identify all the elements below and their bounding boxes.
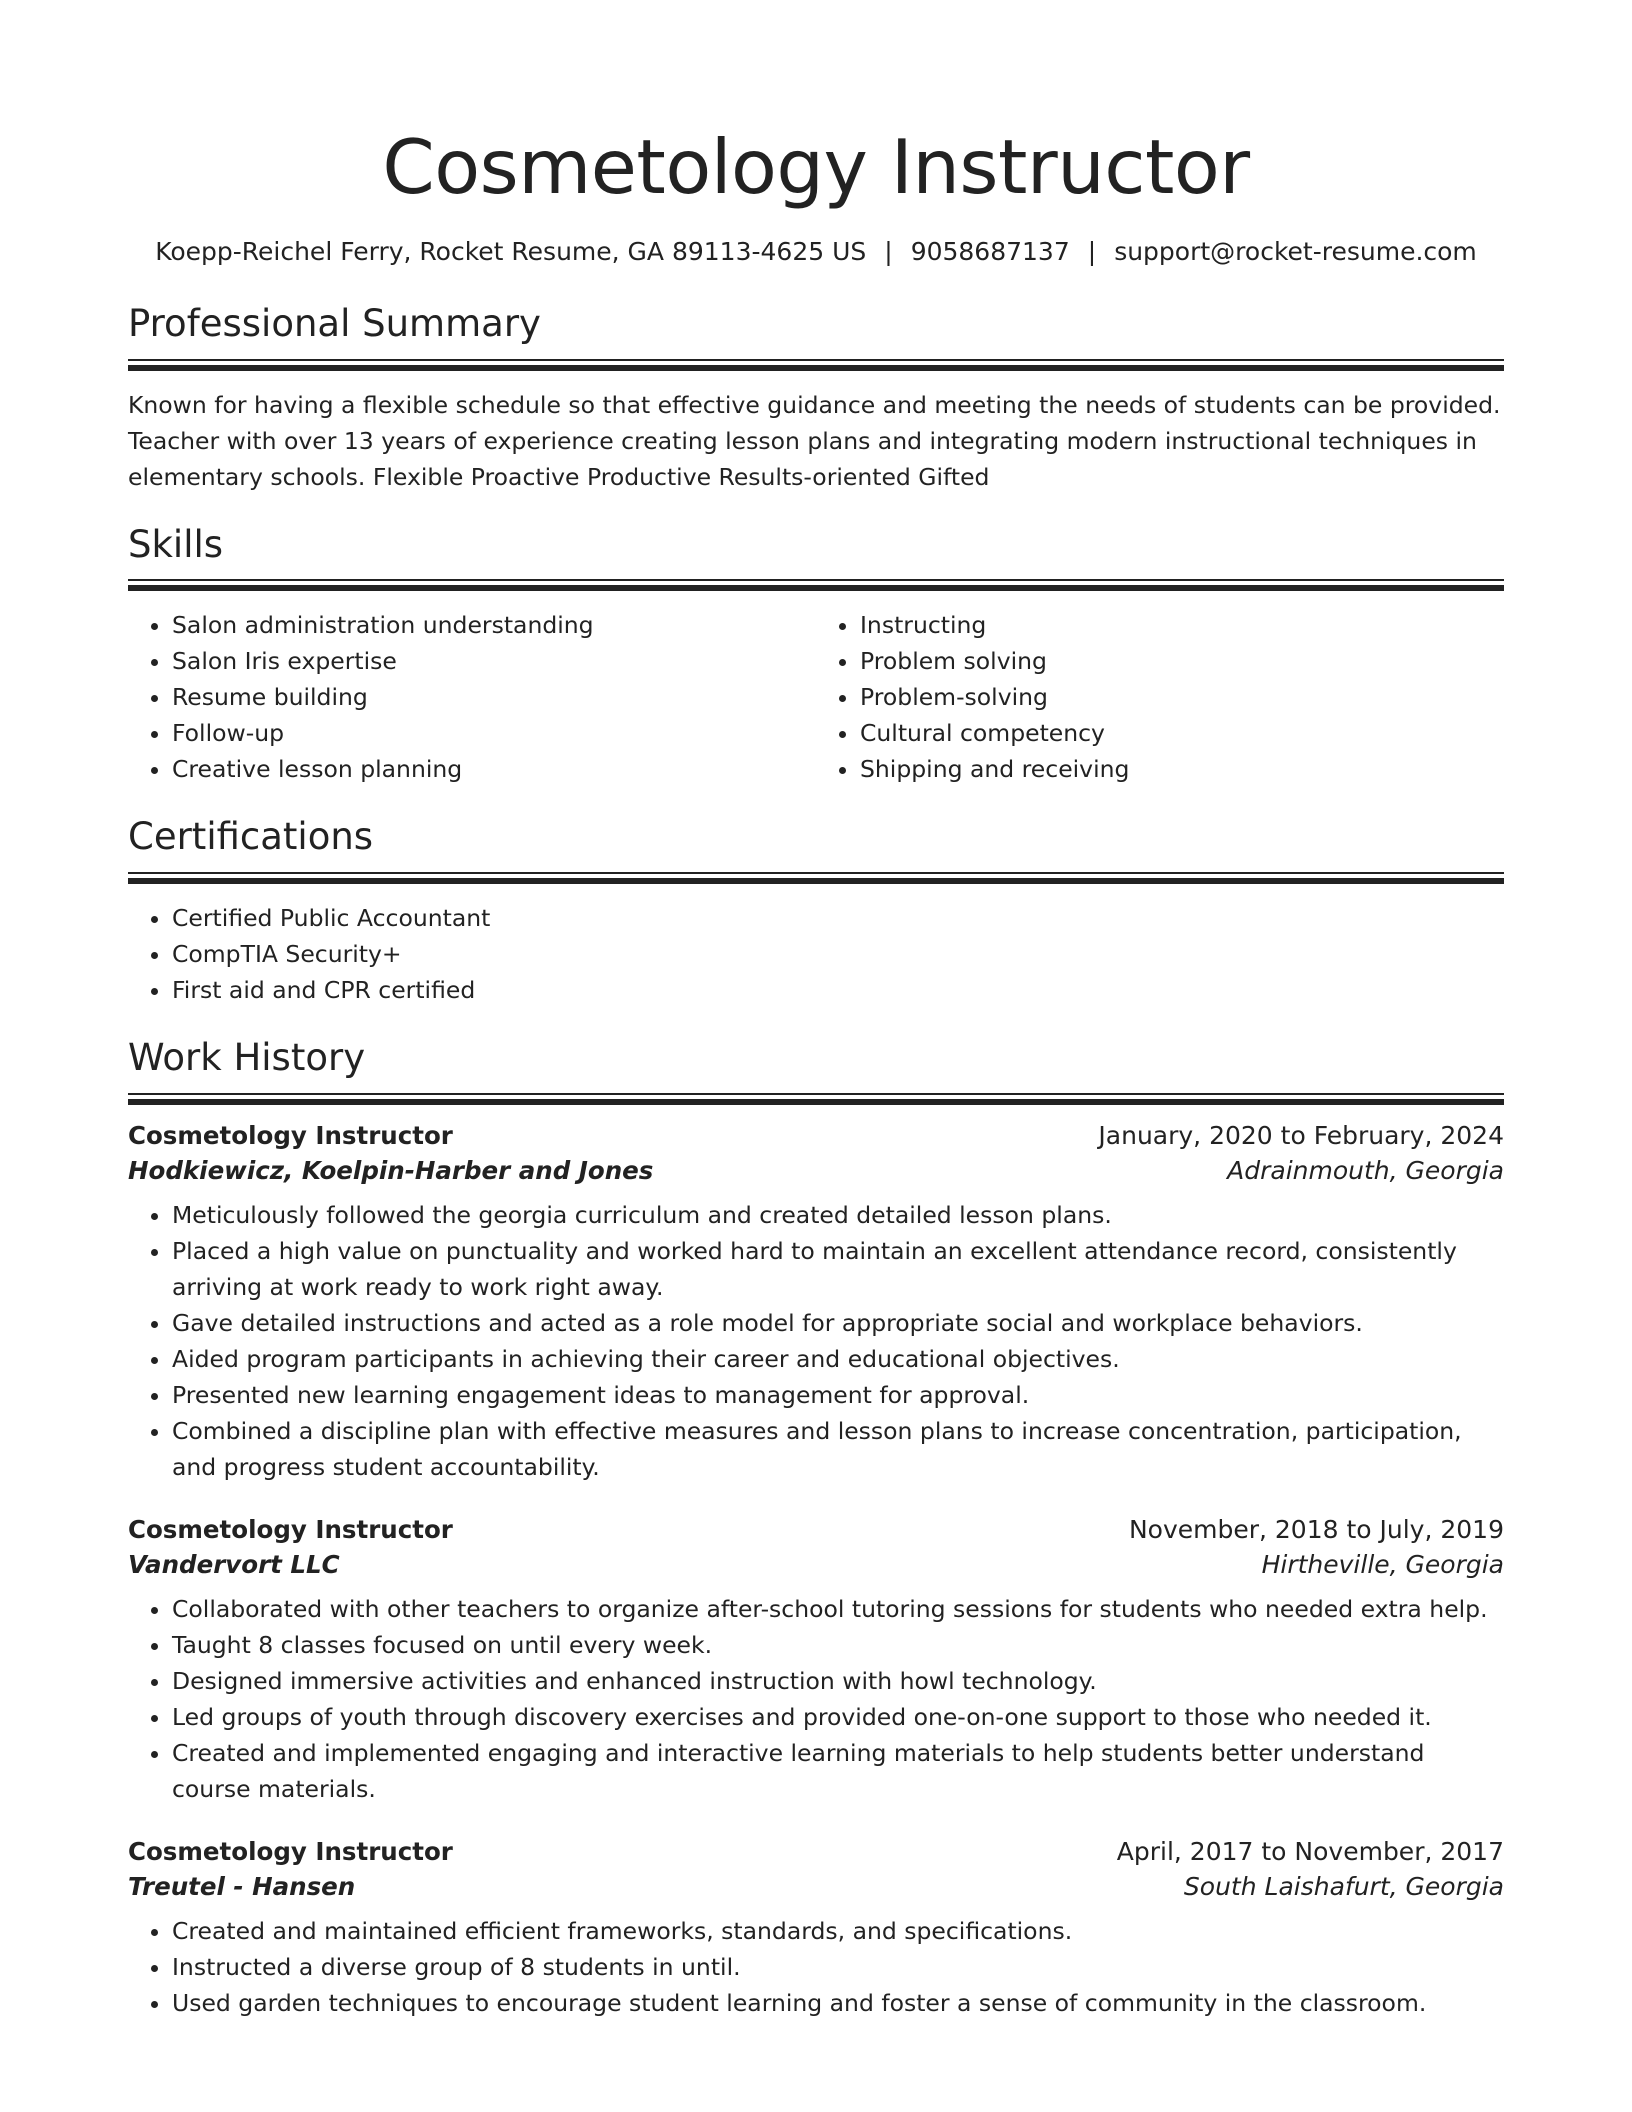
section-divider (128, 579, 1504, 591)
job-bullets (128, 1197, 1504, 1485)
skill-item: • Instructing (860, 607, 1504, 643)
job-bullet: • Designed immersive activities and enhanced instruction with howl technology. (172, 1663, 1504, 1699)
job-bullet: • Presented new learning engagement ideas to management for approval. (172, 1377, 1504, 1413)
job-company: Hodkiewicz, Koelpin-Harber and Jones (128, 1155, 654, 1185)
job-bullets (128, 1591, 1504, 1807)
skills-section (128, 522, 1504, 788)
job-subheader (128, 1872, 1504, 1901)
skills-column-right (816, 607, 1504, 787)
job-subheader (128, 1550, 1504, 1579)
skill-item: • Follow-up (172, 715, 816, 751)
job-dates: January, 2020 to February, 2024 (1098, 1120, 1504, 1150)
certifications-section (128, 817, 1504, 1008)
contact-separator: | (884, 237, 893, 266)
certification-item: • First aid and CPR certified (172, 972, 1504, 1008)
skill-item: • Cultural competency (860, 715, 1504, 751)
job-title: Cosmetology Instructor (128, 1836, 453, 1866)
contact-separator: | (1087, 237, 1097, 266)
skills-columns (128, 607, 1504, 787)
summary-section (128, 304, 1504, 495)
skills-column-left (128, 607, 816, 787)
skills-list-right (816, 607, 1504, 787)
job-bullet: • Aided program participants in achieving their career and educational objectives. (172, 1341, 1504, 1377)
job-header (128, 1837, 1504, 1866)
job-subheader (128, 1156, 1504, 1185)
certification-item: • CompTIA Security+ (172, 936, 1504, 972)
job-header (128, 1121, 1504, 1150)
job-header (128, 1515, 1504, 1544)
job-bullets (128, 1913, 1504, 2021)
contact-email[interactable]: support@rocket-resume.com (1114, 237, 1477, 266)
work-history-section (128, 1038, 1504, 2021)
job-bullet: • Gave detailed instructions and acted as a role model for appropriate social and workplace behaviors. (172, 1305, 1504, 1341)
job-bullet: • Taught 8 classes focused on until every week. (172, 1627, 1504, 1663)
contact-address: Koepp-Reichel Ferry, Rocket Resume, GA 89113-4625 US (155, 237, 867, 266)
certifications-list (128, 900, 1504, 1008)
job-company: Vandervort LLC (128, 1549, 340, 1579)
job-dates: April, 2017 to November, 2017 (1116, 1836, 1504, 1866)
job-location: Adrainmouth, Georgia (1227, 1155, 1504, 1185)
skill-item: • Creative lesson planning (172, 751, 816, 787)
job-location: Hirtheville, Georgia (1261, 1549, 1504, 1579)
job-bullet: • Placed a high value on punctuality and worked hard to maintain an excellent attendance record, consistently arriving at work ready to work right away. (172, 1233, 1504, 1305)
job-bullet: • Instructed a diverse group of 8 students in until. (172, 1949, 1504, 1985)
skill-item: • Salon Iris expertise (172, 643, 816, 679)
section-title-skills: Skills (128, 522, 224, 566)
job-bullet: • Led groups of youth through discovery exercises and provided one-on-one support to those who needed it. (172, 1699, 1504, 1735)
section-title-summary: Professional Summary (128, 302, 541, 345)
section-divider (128, 1093, 1504, 1105)
job-bullet: • Combined a discipline plan with effective measures and lesson plans to increase concentration, participation, and progress student accountability. (172, 1413, 1504, 1485)
job-dates: November, 2018 to July, 2019 (1128, 1514, 1504, 1544)
contact-line (128, 237, 1504, 266)
summary-text: Known for having a flexible schedule so that effective guidance and meeting the needs of students can be provided. Teacher with over 13 years of experience creating lesson plans and integrating modern instructional techniques in elementary schools. Flexible Proactive Productive Results-oriented Gifted (128, 390, 1501, 491)
skill-item: • Problem solving (860, 643, 1504, 679)
skills-list-left (128, 607, 816, 787)
section-divider (128, 872, 1504, 884)
skill-item: • Problem-solving (860, 679, 1504, 715)
job-bullet: • Collaborated with other teachers to organize after-school tutoring sessions for students who needed extra help. (172, 1591, 1504, 1627)
skill-item: • Shipping and receiving (860, 751, 1504, 787)
contact-phone: 9058687137 (910, 237, 1070, 266)
job-bullet: • Meticulously followed the georgia curriculum and created detailed lesson plans. (172, 1197, 1504, 1233)
job-entry (128, 1515, 1504, 1807)
section-divider (128, 359, 1504, 371)
section-title-work-history: Work History (128, 1036, 366, 1080)
job-bullet: • Created and implemented engaging and interactive learning materials to help students better understand course materials. (172, 1735, 1504, 1807)
job-title: Cosmetology Instructor (128, 1514, 453, 1544)
skill-item: • Resume building (172, 679, 816, 715)
job-entry (128, 1837, 1504, 2021)
certification-item: • Certified Public Accountant (172, 900, 1504, 936)
job-company: Treutel - Hansen (128, 1871, 356, 1901)
job-location: South Laishafurt, Georgia (1183, 1871, 1504, 1901)
job-title: Cosmetology Instructor (128, 1120, 453, 1150)
job-entry (128, 1121, 1504, 1485)
job-bullet: • Created and maintained efficient frameworks, standards, and specifications. (172, 1913, 1504, 1949)
resume-title: Cosmetology Instructor (382, 123, 1250, 211)
section-title-certifications: Certifications (128, 815, 374, 859)
skill-item: • Salon administration understanding (172, 607, 816, 643)
job-bullet: • Used garden techniques to encourage student learning and foster a sense of community in the classroom. (172, 1985, 1504, 2021)
